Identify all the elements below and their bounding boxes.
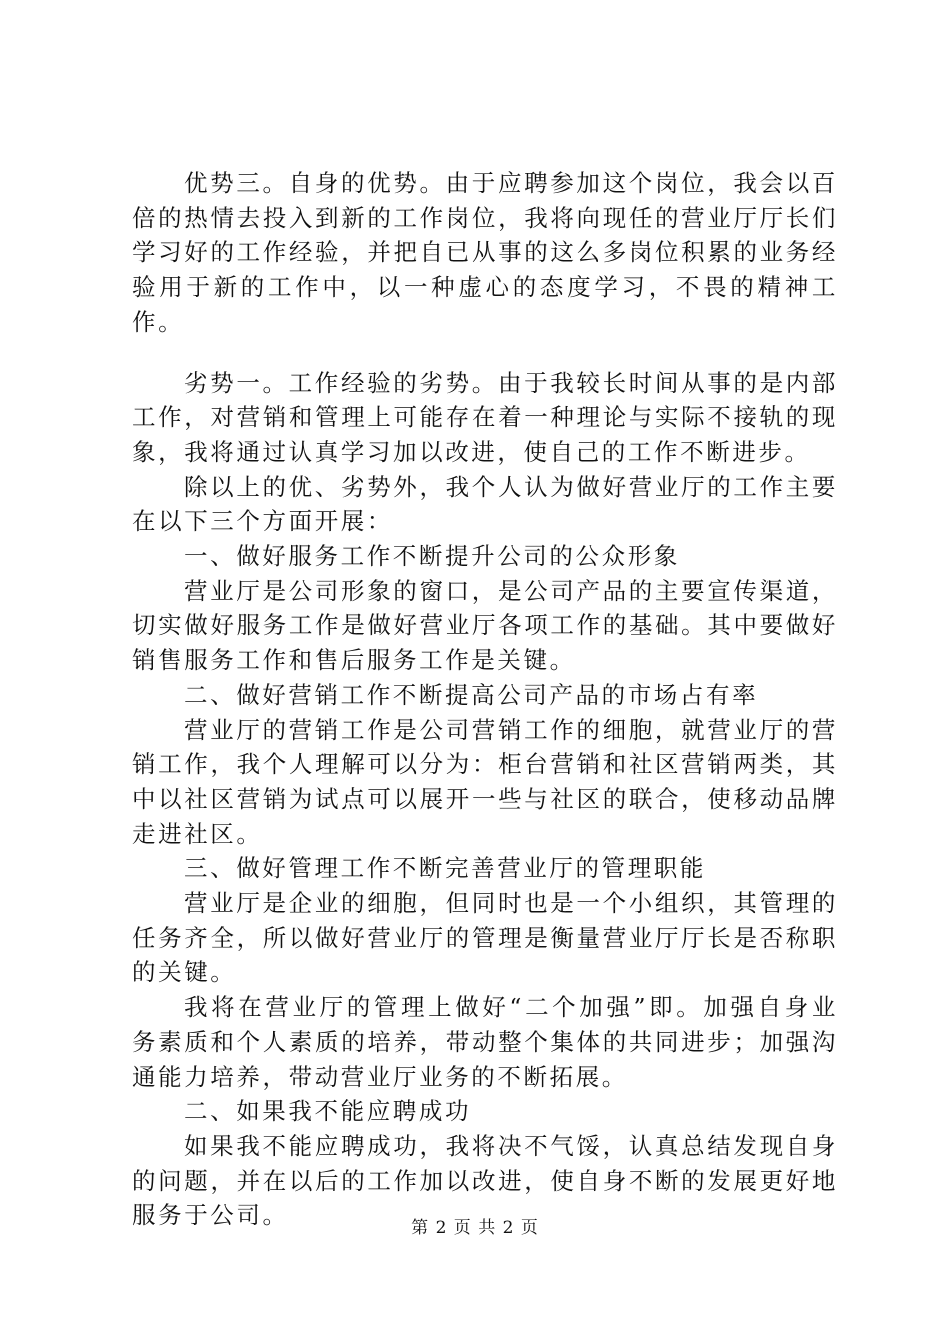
- heading-management-work: 三、做好管理工作不断完善营业厅的管理职能: [184, 854, 706, 883]
- paragraph-disadvantage-one: 劣势一。工作经验的劣势。由于我较长时间从事的是内部工作，对营销和管理上可能存在着一种理论与实际不接轨的现象，我将通过认真学习加以改进，使自己的工作不断进步。: [132, 368, 838, 466]
- heading-if-not-successful: 二、如果我不能应聘成功: [184, 1097, 472, 1126]
- paragraph-two-strengthenings: 我将在营业厅的管理上做好“二个加强”即。加强自身业务素质和个人素质的培养，带动整个集体的共同进步；加强沟通能力培养，带动营业厅业务的不断拓展。: [132, 993, 838, 1091]
- page-number-footer: 第 2 页 共 2 页: [411, 1218, 539, 1238]
- document-body: [132, 166, 838, 1233]
- paragraph-service-work: 营业厅是公司形象的窗口，是公司产品的主要宣传渠道，切实做好服务工作是做好营业厅各项工作的基础。其中要做好销售服务工作和售后服务工作是关键。: [132, 576, 838, 675]
- paragraph-intro-three-aspects: 除以上的优、劣势外，我个人认为做好营业厅的工作主要在以下三个方面开展：: [132, 472, 838, 536]
- heading-service-work: 一、做好服务工作不断提升公司的公众形象: [184, 542, 680, 571]
- paragraph-marketing-work: 营业厅的营销工作是公司营销工作的细胞，就营业厅的营销工作，我个人理解可以分为：柜台营销和社区营销两类，其中以社区营销为试点可以展开一些与社区的联合，使移动品牌走进社区。: [132, 715, 838, 848]
- paragraph-advantage-three: 优势三。自身的优势。由于应聘参加这个岗位，我会以百倍的热情去投入到新的工作岗位，我将向现任的营业厅厅长们学习好的工作经验，并把自已从事的这么多岗位积累的业务经验用于新的工作中，以一种虚心的态度学习，不畏的精神工作。: [132, 169, 838, 336]
- heading-marketing-work: 二、做好营销工作不断提高公司产品的市场占有率: [184, 680, 759, 709]
- paragraph-management-work: 营业厅是企业的细胞，但同时也是一个小组织，其管理的任务齐全，所以做好营业厅的管理是衡量营业厅厅长是否称职的关键。: [132, 889, 838, 987]
- paragraph-if-not-successful: 如果我不能应聘成功，我将决不气馁，认真总结发现自身的问题，并在以后的工作加以改进，使自身不断的发展更好地服务于公司。: [132, 1131, 838, 1230]
